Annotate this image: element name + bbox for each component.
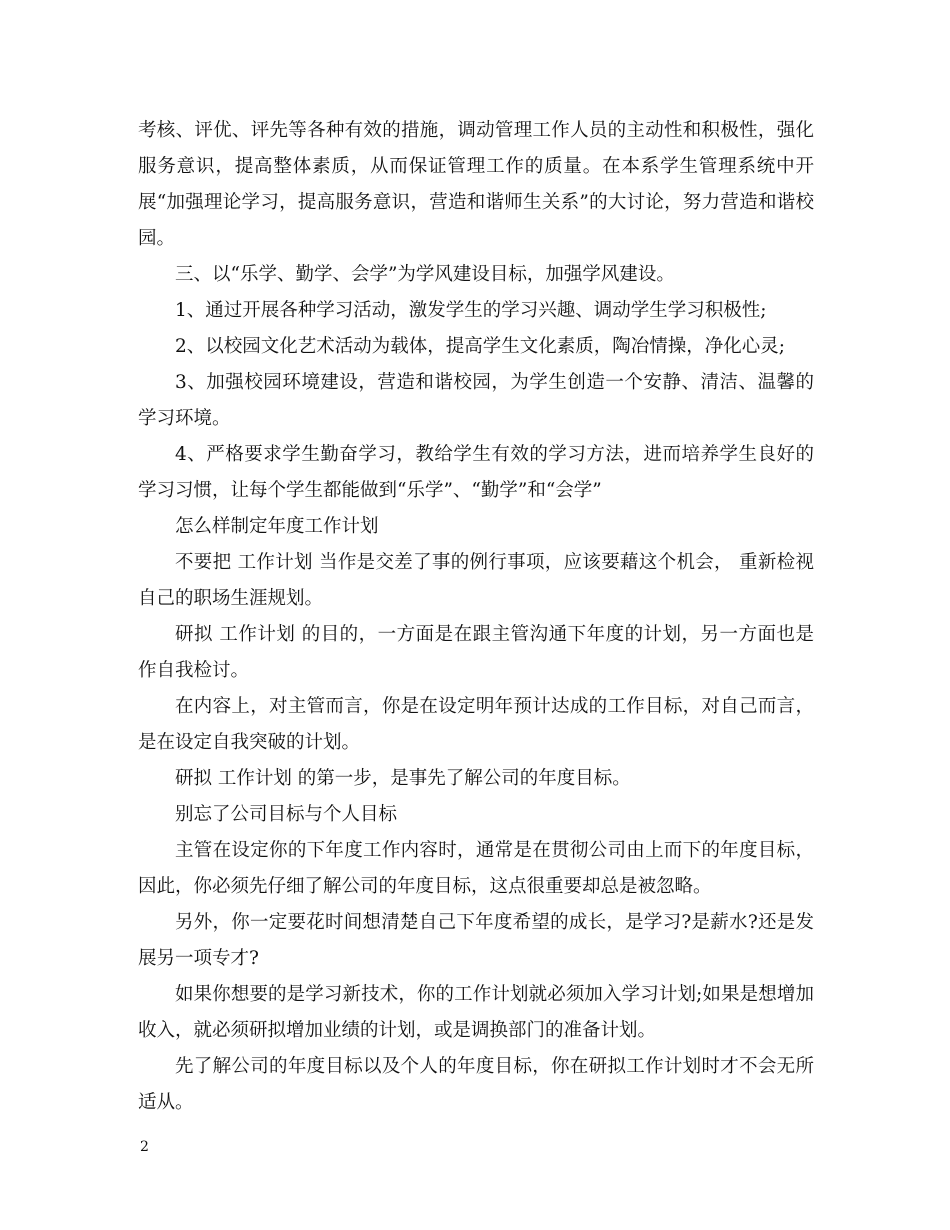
paragraph: 另外，你一定要花时间想清楚自己下年度希望的成长，是学习?是薪水?还是发展另一项专才? [138, 912, 814, 969]
paragraph: 研拟 工作计划 的第一步，是事先了解公司的年度目标。 [175, 768, 631, 789]
paragraph-section-heading: 三、以“乐学、勤学、会学”为学风建设目标，加强学风建设。 [175, 264, 675, 285]
paragraph: 研拟 工作计划 的目的，一方面是在跟主管沟通下年度的计划，另一方面也是作自我检讨。 [138, 624, 814, 681]
paragraph-heading-goals: 别忘了公司目标与个人目标 [175, 804, 398, 825]
paragraph: 主管在设定你的下年度工作内容时，通常是在贯彻公司由上而下的年度目标，因此，你必须先仔细了解公司的年度目标，这点很重要却总是被忽略。 [138, 840, 814, 897]
paragraph-heading-plan: 怎么样制定年度工作计划 [175, 516, 379, 537]
paragraph: 不要把 工作计划 当作是交差了事的例行事项，应该要藉这个机会， 重新检视自己的职场生涯规划。 [138, 552, 814, 609]
paragraph: 在内容上，对主管而言，你是在设定明年预计达成的工作目标，对自己而言，是在设定自我突破的计划。 [138, 696, 814, 753]
paragraph: 先了解公司的年度目标以及个人的年度目标，你在研拟工作计划时才不会无所适从。 [138, 1056, 814, 1113]
paragraph-continuation: 考核、评优、评先等各种有效的措施，调动管理工作人员的主动性和积极性，强化服务意识，提高整体素质，从而保证管理工作的质量。在本系学生管理系统中开展“加强理论学习，提高服务意识，营造和谐师生关系”的大讨论，努力营造和谐校园。 [138, 120, 814, 249]
paragraph: 如果你想要的是学习新技术，你的工作计划就必须加入学习计划;如果是想增加收入，就必须研拟增加业绩的计划，或是调换部门的准备计划。 [138, 984, 814, 1041]
paragraph-item-3: 3、加强校园环境建设，营造和谐校园，为学生创造一个安静、清洁、温馨的学习环境。 [138, 372, 814, 429]
body-text [138, 113, 814, 1121]
page-number: 2 [140, 1139, 149, 1155]
paragraph-item-4: 4、严格要求学生勤奋学习，教给学生有效的学习方法，进而培养学生良好的学习习惯，让每个学生都能做到“乐学”、“勤学”和“会学” [138, 444, 814, 501]
paragraph-item-2: 2、以校园文化艺术活动为载体，提高学生文化素质，陶冶情操，净化心灵; [175, 336, 786, 357]
paragraph-item-1: 1、通过开展各种学习活动，激发学生的学习兴趣、调动学生学习积极性; [175, 300, 767, 321]
